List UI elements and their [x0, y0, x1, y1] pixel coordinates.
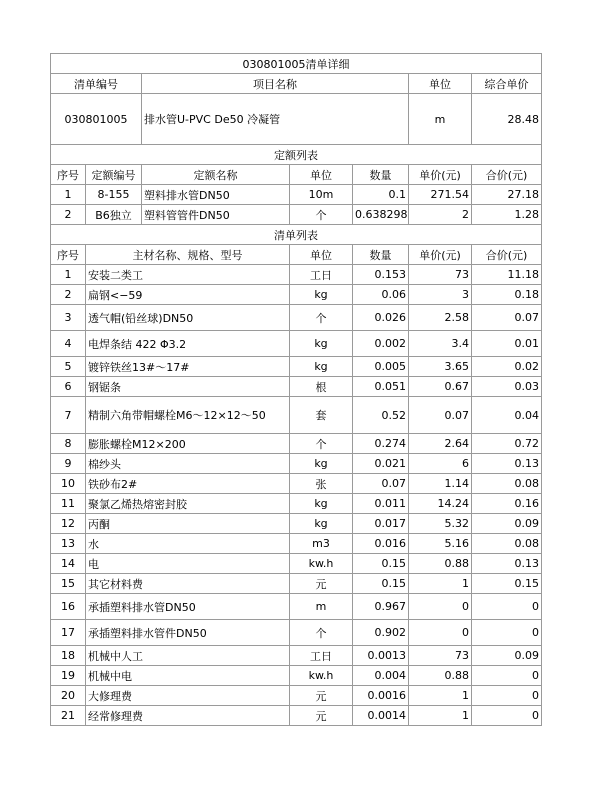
material-qty: 0.016 — [353, 534, 409, 554]
material-price: 3.65 — [409, 357, 472, 377]
material-price: 0 — [409, 620, 472, 646]
material-row — [51, 494, 542, 514]
quota-unit: 10m — [290, 185, 353, 205]
material-qty: 0.002 — [353, 331, 409, 357]
material-row — [51, 594, 542, 620]
material-name: 精制六角带帽螺栓M6～12×12～50 — [86, 397, 290, 434]
material-row — [51, 265, 542, 285]
bill-price: 28.48 — [472, 94, 542, 145]
material-total: 0.09 — [472, 514, 542, 534]
material-name: 扁钢<−59 — [86, 285, 290, 305]
material-price: 3.4 — [409, 331, 472, 357]
material-unit: kg — [290, 285, 353, 305]
material-no: 20 — [51, 686, 86, 706]
material-row — [51, 534, 542, 554]
material-name: 其它材料费 — [86, 574, 290, 594]
material-header-no: 序号 — [51, 245, 86, 265]
quota-row — [51, 185, 542, 205]
material-total: 0.08 — [472, 534, 542, 554]
material-row — [51, 646, 542, 666]
detail-table — [50, 144, 542, 726]
material-name: 棉纱头 — [86, 454, 290, 474]
material-no: 21 — [51, 706, 86, 726]
material-row — [51, 474, 542, 494]
material-no: 4 — [51, 331, 86, 357]
material-row — [51, 285, 542, 305]
material-unit: kg — [290, 514, 353, 534]
material-no: 7 — [51, 397, 86, 434]
material-price: 0 — [409, 594, 472, 620]
material-name: 安装二类工 — [86, 265, 290, 285]
material-row — [51, 454, 542, 474]
material-section-title-row — [51, 225, 542, 245]
material-no: 6 — [51, 377, 86, 397]
material-total: 0.08 — [472, 474, 542, 494]
material-total: 0.15 — [472, 574, 542, 594]
quota-header-name: 定额名称 — [142, 165, 290, 185]
quota-header-price: 单价(元) — [409, 165, 472, 185]
material-unit: 个 — [290, 620, 353, 646]
material-qty: 0.004 — [353, 666, 409, 686]
quota-total: 1.28 — [472, 205, 542, 225]
material-row — [51, 554, 542, 574]
material-qty: 0.0014 — [353, 706, 409, 726]
quota-price: 2 — [409, 205, 472, 225]
material-unit: kg — [290, 454, 353, 474]
quota-header-row — [51, 165, 542, 185]
material-row — [51, 666, 542, 686]
material-unit: 工日 — [290, 646, 353, 666]
material-name: 大修理费 — [86, 686, 290, 706]
material-qty: 0.06 — [353, 285, 409, 305]
material-no: 18 — [51, 646, 86, 666]
material-price: 5.16 — [409, 534, 472, 554]
material-price: 3 — [409, 285, 472, 305]
material-header-total: 合价(元) — [472, 245, 542, 265]
material-unit: m — [290, 594, 353, 620]
quota-no: 1 — [51, 185, 86, 205]
material-unit: 元 — [290, 706, 353, 726]
material-row — [51, 397, 542, 434]
material-qty: 0.15 — [353, 554, 409, 574]
material-total: 0 — [472, 706, 542, 726]
material-qty: 0.017 — [353, 514, 409, 534]
material-no: 3 — [51, 305, 86, 331]
material-no: 11 — [51, 494, 86, 514]
material-unit: kg — [290, 357, 353, 377]
material-name: 膨胀螺栓M12×200 — [86, 434, 290, 454]
material-total: 0 — [472, 666, 542, 686]
material-unit: kg — [290, 494, 353, 514]
bill-header-row — [51, 74, 542, 94]
quota-qty: 0.638298 — [353, 205, 409, 225]
material-total: 0.02 — [472, 357, 542, 377]
material-qty: 0.07 — [353, 474, 409, 494]
material-qty: 0.15 — [353, 574, 409, 594]
bill-header-code: 清单编号 — [51, 74, 142, 94]
material-total: 0.03 — [472, 377, 542, 397]
material-unit: 工日 — [290, 265, 353, 285]
material-name: 丙酮 — [86, 514, 290, 534]
quota-name: 塑料管管件DN50 — [142, 205, 290, 225]
document-title-row — [51, 54, 542, 74]
material-total: 0.09 — [472, 646, 542, 666]
material-qty: 0.005 — [353, 357, 409, 377]
bill-header-price: 综合单价 — [472, 74, 542, 94]
material-price: 73 — [409, 265, 472, 285]
bill-name: 排水管U-PVC De50 冷凝管 — [142, 94, 409, 145]
material-no: 16 — [51, 594, 86, 620]
material-unit: 元 — [290, 686, 353, 706]
material-header-name: 主材名称、规格、型号 — [86, 245, 290, 265]
material-unit: 根 — [290, 377, 353, 397]
material-no: 1 — [51, 265, 86, 285]
material-header-price: 单价(元) — [409, 245, 472, 265]
material-qty: 0.902 — [353, 620, 409, 646]
material-price: 1 — [409, 686, 472, 706]
material-qty: 0.52 — [353, 397, 409, 434]
material-unit: kg — [290, 331, 353, 357]
material-name: 承插塑料排水管件DN50 — [86, 620, 290, 646]
material-price: 0.07 — [409, 397, 472, 434]
material-unit: m3 — [290, 534, 353, 554]
material-qty: 0.026 — [353, 305, 409, 331]
material-row — [51, 377, 542, 397]
material-name: 电 — [86, 554, 290, 574]
material-no: 13 — [51, 534, 86, 554]
material-total: 0.07 — [472, 305, 542, 331]
material-row — [51, 305, 542, 331]
material-total: 0.04 — [472, 397, 542, 434]
material-total: 0.13 — [472, 454, 542, 474]
material-qty: 0.967 — [353, 594, 409, 620]
material-unit: 套 — [290, 397, 353, 434]
material-name: 铁砂布2# — [86, 474, 290, 494]
material-no: 10 — [51, 474, 86, 494]
quota-section-title-row — [51, 145, 542, 165]
material-total: 0.18 — [472, 285, 542, 305]
bill-code: 030801005 — [51, 94, 142, 145]
material-qty: 0.274 — [353, 434, 409, 454]
material-total: 0 — [472, 594, 542, 620]
bill-header-unit: 单位 — [409, 74, 472, 94]
material-name: 镀锌铁丝13#～17# — [86, 357, 290, 377]
material-unit: kw.h — [290, 554, 353, 574]
material-price: 2.64 — [409, 434, 472, 454]
material-qty: 0.0016 — [353, 686, 409, 706]
material-price: 73 — [409, 646, 472, 666]
material-name: 机械中电 — [86, 666, 290, 686]
material-row — [51, 686, 542, 706]
material-price: 2.58 — [409, 305, 472, 331]
quota-header-no: 序号 — [51, 165, 86, 185]
material-row — [51, 331, 542, 357]
material-qty: 0.153 — [353, 265, 409, 285]
quota-row — [51, 205, 542, 225]
quota-unit: 个 — [290, 205, 353, 225]
material-qty: 0.0013 — [353, 646, 409, 666]
material-total: 0.13 — [472, 554, 542, 574]
material-header-row — [51, 245, 542, 265]
material-name: 水 — [86, 534, 290, 554]
material-row — [51, 574, 542, 594]
material-header-unit: 单位 — [290, 245, 353, 265]
material-row — [51, 620, 542, 646]
material-row — [51, 706, 542, 726]
material-no: 5 — [51, 357, 86, 377]
material-total: 0 — [472, 686, 542, 706]
material-price: 5.32 — [409, 514, 472, 534]
material-no: 2 — [51, 285, 86, 305]
material-no: 12 — [51, 514, 86, 534]
material-qty: 0.051 — [353, 377, 409, 397]
material-total: 0 — [472, 620, 542, 646]
bill-summary-table — [50, 53, 542, 145]
quota-name: 塑料排水管DN50 — [142, 185, 290, 205]
material-name: 透气帽(铅丝球)DN50 — [86, 305, 290, 331]
material-section-title: 清单列表 — [51, 225, 542, 245]
bill-header-name: 项目名称 — [142, 74, 409, 94]
material-price: 14.24 — [409, 494, 472, 514]
material-qty: 0.021 — [353, 454, 409, 474]
material-row — [51, 434, 542, 454]
quota-price: 271.54 — [409, 185, 472, 205]
material-unit: 元 — [290, 574, 353, 594]
material-price: 6 — [409, 454, 472, 474]
quota-no: 2 — [51, 205, 86, 225]
material-price: 0.88 — [409, 554, 472, 574]
material-no: 14 — [51, 554, 86, 574]
material-no: 15 — [51, 574, 86, 594]
bill-row — [51, 94, 542, 145]
material-total: 0.72 — [472, 434, 542, 454]
material-price: 0.67 — [409, 377, 472, 397]
material-price: 0.88 — [409, 666, 472, 686]
quota-code: 8-155 — [86, 185, 142, 205]
material-name: 机械中人工 — [86, 646, 290, 666]
quota-code: B6独立 — [86, 205, 142, 225]
material-price: 1 — [409, 706, 472, 726]
material-unit: kw.h — [290, 666, 353, 686]
material-price: 1 — [409, 574, 472, 594]
material-unit: 个 — [290, 434, 353, 454]
material-no: 17 — [51, 620, 86, 646]
material-name: 钢锯条 — [86, 377, 290, 397]
material-name: 聚氯乙烯热熔密封胶 — [86, 494, 290, 514]
material-row — [51, 357, 542, 377]
quota-qty: 0.1 — [353, 185, 409, 205]
material-name: 承插塑料排水管DN50 — [86, 594, 290, 620]
material-name: 经常修理费 — [86, 706, 290, 726]
material-total: 0.16 — [472, 494, 542, 514]
document-title: 030801005清单详细 — [51, 54, 542, 74]
quota-header-qty: 数量 — [353, 165, 409, 185]
quota-total: 27.18 — [472, 185, 542, 205]
bill-unit: m — [409, 94, 472, 145]
quota-section-title: 定额列表 — [51, 145, 542, 165]
quota-header-code: 定额编号 — [86, 165, 142, 185]
material-name: 电焊条结 422 Φ3.2 — [86, 331, 290, 357]
quota-header-unit: 单位 — [290, 165, 353, 185]
material-unit: 张 — [290, 474, 353, 494]
material-unit: 个 — [290, 305, 353, 331]
material-no: 8 — [51, 434, 86, 454]
material-price: 1.14 — [409, 474, 472, 494]
material-total: 11.18 — [472, 265, 542, 285]
material-qty: 0.011 — [353, 494, 409, 514]
material-header-qty: 数量 — [353, 245, 409, 265]
material-no: 19 — [51, 666, 86, 686]
quota-header-total: 合价(元) — [472, 165, 542, 185]
material-row — [51, 514, 542, 534]
material-total: 0.01 — [472, 331, 542, 357]
material-no: 9 — [51, 454, 86, 474]
